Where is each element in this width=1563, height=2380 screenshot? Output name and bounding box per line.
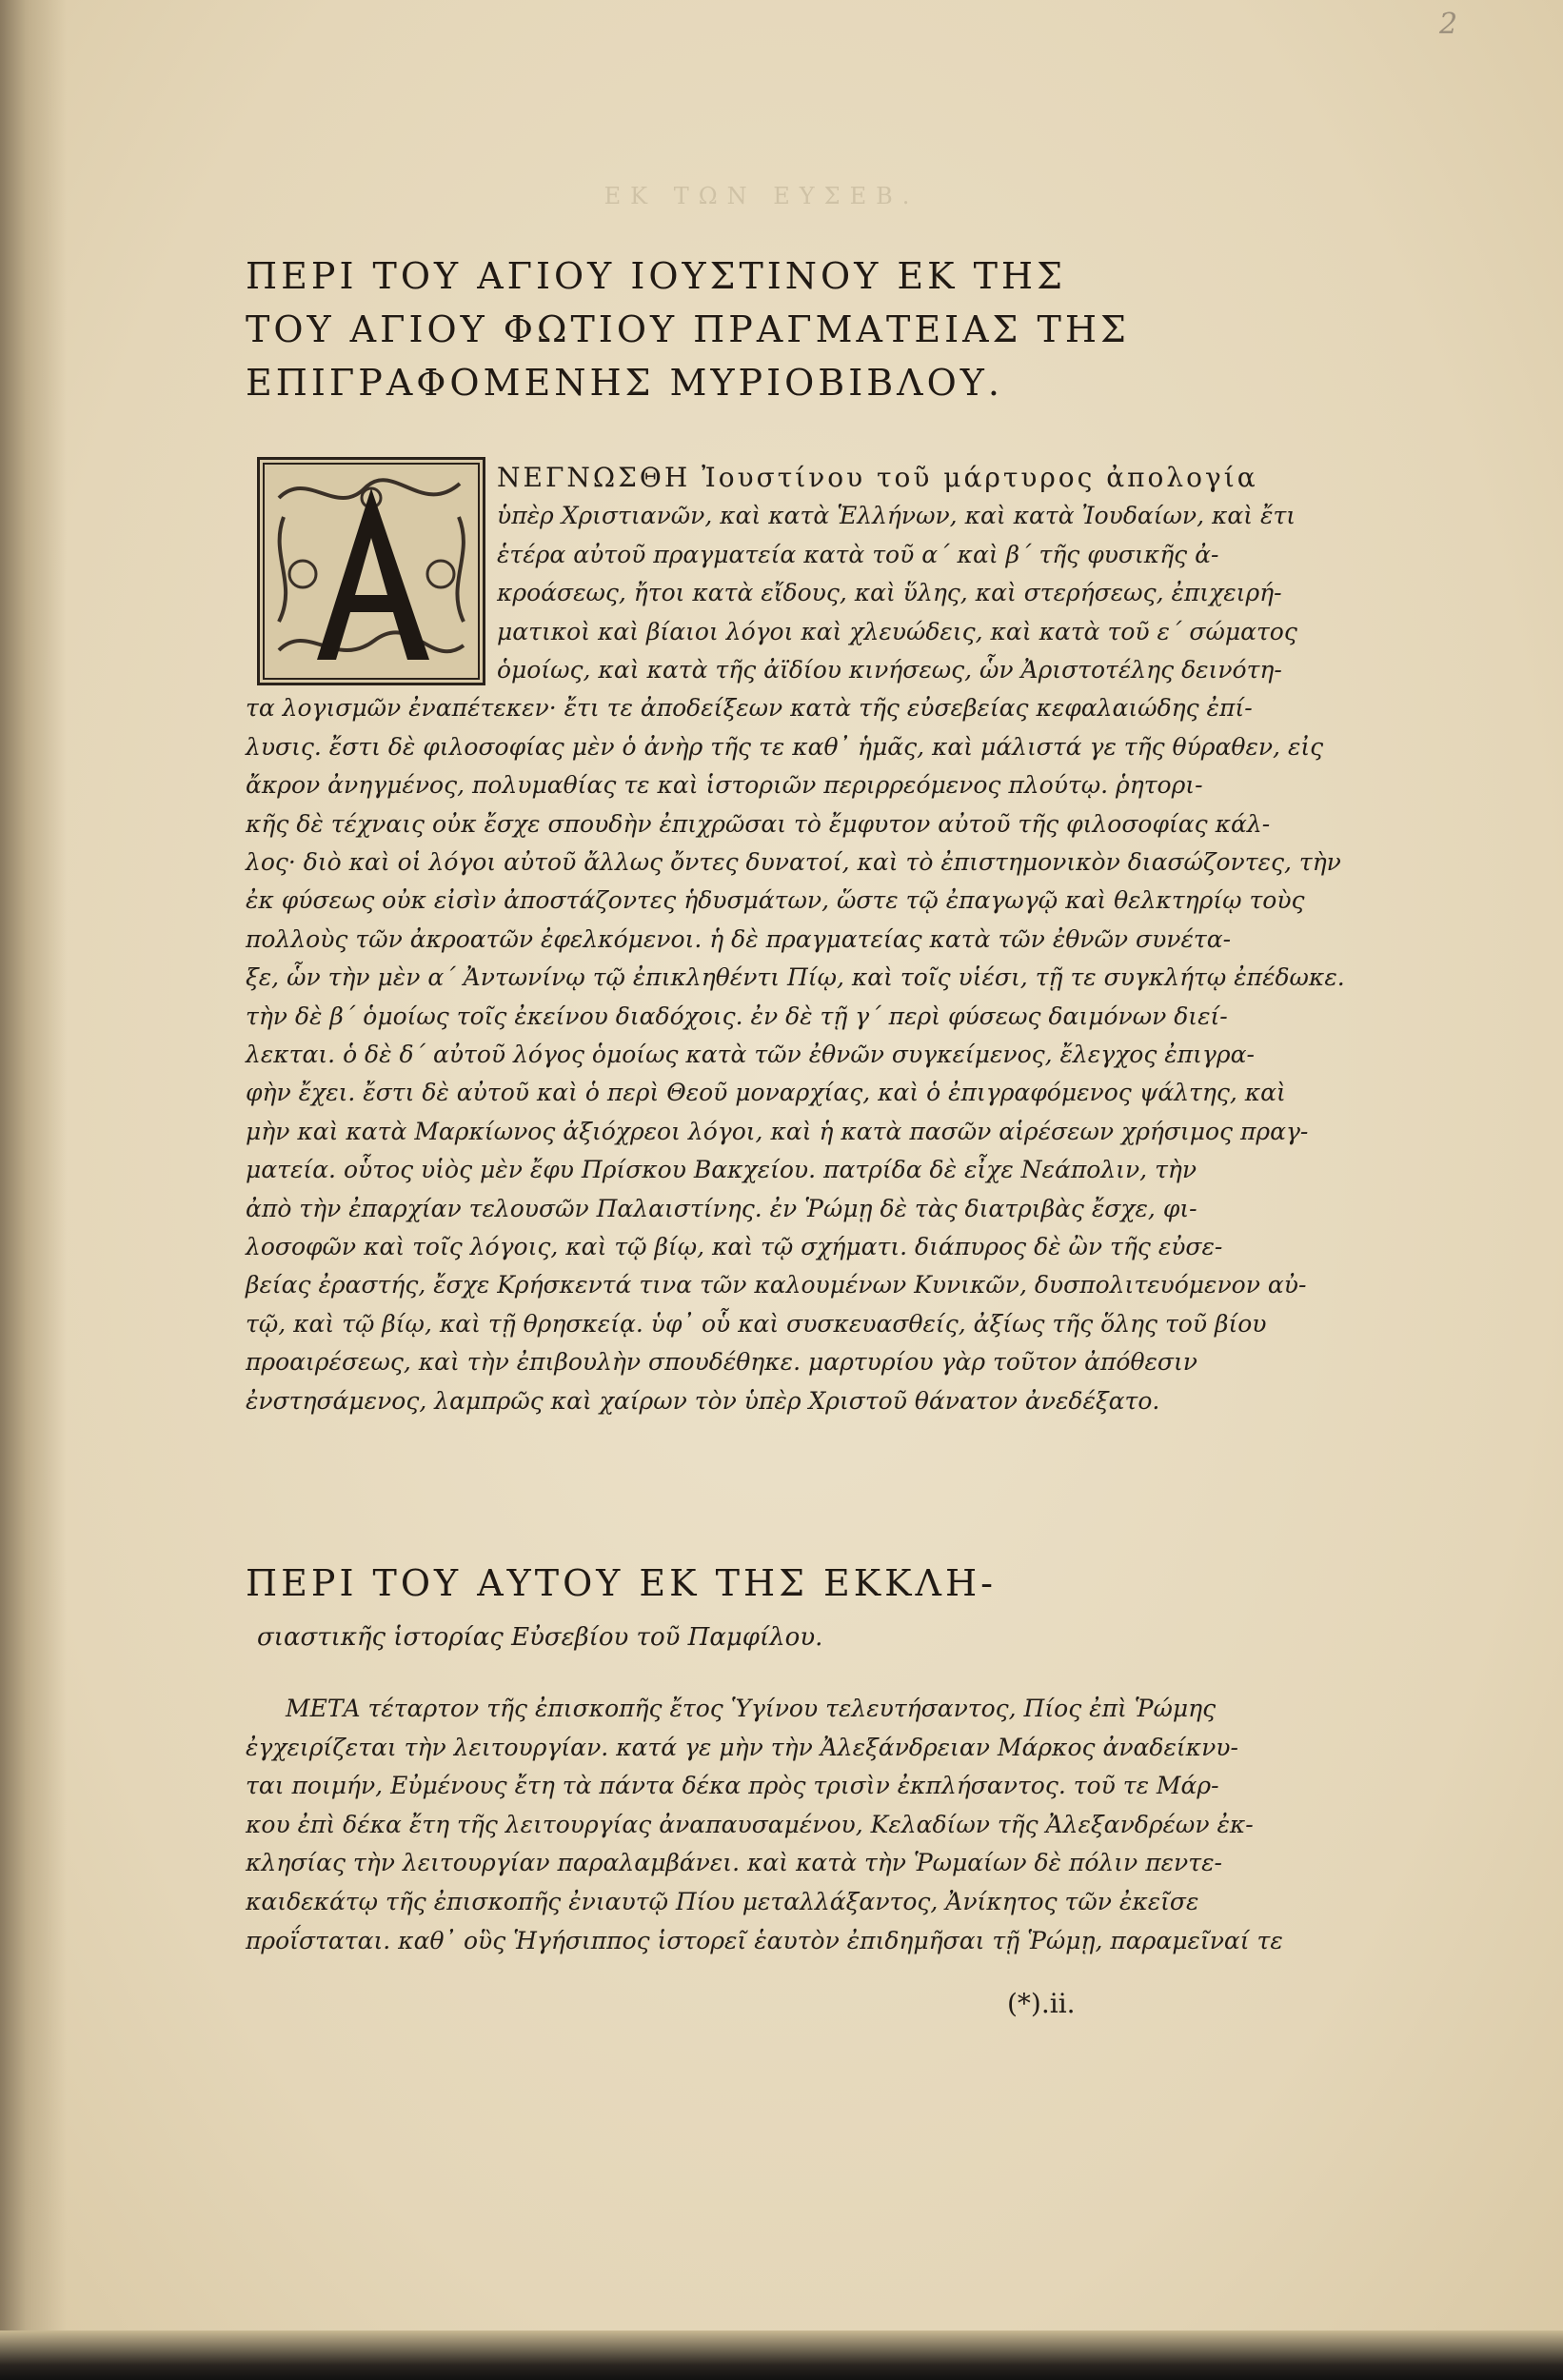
text-line: τῷ, καὶ τῷ βίῳ, καὶ τῇ θρησκείᾳ. ὑφ᾽ οὗ καὶ συσκευασθείς, ἀξίως τῆς ὅλης τοῦ βίου xyxy=(246,1309,1267,1338)
heading1-line2: ΤΟΥ ΑΓΙΟΥ ΦΩΤΙΟΥ ΠΡΑΓΜΑΤΕΙΑΣ ΤΗΣ xyxy=(246,308,1130,350)
text-line: ὑπὲρ Χριστιανῶν, καὶ κατὰ Ἑλλήνων, καὶ κατὰ Ἰουδαίων, καὶ ἔτι xyxy=(497,502,1296,530)
ornament-icon xyxy=(260,460,483,683)
text-line: λος· διὸ καὶ οἱ λόγοι αὐτοῦ ἄλλως ὄντες δυνατοί, καὶ τὸ ἐπιστημονικὸν διασώζοντες, τὴν xyxy=(246,848,1341,876)
text-line: πολλοὺς τῶν ἀκροατῶν ἐφελκόμενοι. ἡ δὲ πραγματείας κατὰ τῶν ἐθνῶν συνέτα- xyxy=(246,924,1232,953)
heading1-line1: ΠΕΡΙ ΤΟΥ ΑΓΙΟΥ ΙΟΥΣΤΙΝΟΥ ΕΚ ΤΗΣ xyxy=(246,255,1066,297)
running-head: ΕΚ ΤΩΝ ΕΥΣΕΒ. xyxy=(603,183,920,209)
heading2-line1: ΠΕΡΙ ΤΟΥ ΑΥΤΟΥ ΕΚ ΤΗΣ ΕΚΚΛΗ- xyxy=(246,1562,997,1604)
text-line: μὴν καὶ κατὰ Μαρκίωνος ἀξιόχρεοι λόγοι, καὶ ἡ κατὰ πασῶν αἱρέσεων χρήσιμος πραγ- xyxy=(246,1117,1309,1145)
text-line: κροάσεως, ἤτοι κατὰ εἴδους, καὶ ὕλης, καὶ στερήσεως, ἐπιχειρή- xyxy=(497,579,1282,607)
text-line: τα λογισμῶν ἐναπέτεκεν· ἔτι τε ἀποδείξεων κατὰ τῆς εὐσεβείας κεφαλαιώδης ἐπί- xyxy=(246,694,1253,723)
text-line: βείας ἐραστής, ἔσχε Κρήσκεντά τινα τῶν καλουμένων Κυνικῶν, δυσπολιτευόμενον αὐ- xyxy=(246,1271,1307,1299)
page-bottom-edge xyxy=(0,2330,1563,2380)
text-line: ἄκρον ἀνηγμένος, πολυμαθίας τε καὶ ἱστοριῶν περιρρεόμενος πλούτῳ. ῥητορι- xyxy=(246,771,1203,800)
decorated-initial-alpha xyxy=(257,457,485,685)
text-line: λοσοφῶν καὶ τοῖς λόγοις, καὶ τῷ βίῳ, καὶ τῷ σχήματι. διάπυρος δὲ ὢν τῆς εὐσε- xyxy=(246,1233,1223,1260)
text-line: τὴν δὲ β΄ ὁμοίως τοῖς ἐκείνου διαδόχοις. ἐν δὲ τῇ γ΄ περὶ φύσεως δαιμόνων διεί- xyxy=(246,1002,1228,1030)
text-line: ἐνστησάμενος, λαμπρῶς καὶ χαίρων τὸν ὑπὲρ Χριστοῦ θάνατον ἀνεδέξατο. xyxy=(246,1386,1160,1415)
text-line: ἐκ φύσεως οὐκ εἰσὶν ἀποστάζοντες ἡδυσμάτων, ὥστε τῷ ἐπαγωγῷ καὶ θελκτηρίῳ τοὺς xyxy=(246,886,1305,915)
text-line: λεκται. ὁ δὲ δ΄ αὐτοῦ λόγος ὁμοίως κατὰ τῶν ἐθνῶν συγκείμενος, ἔλεγχος ἐπιγρα- xyxy=(246,1041,1255,1068)
text-line: φὴν ἔχει. ἔστι δὲ αὐτοῦ καὶ ὁ περὶ Θεοῦ μοναρχίας, καὶ ὁ ἐπιγραφόμενος ψάλτης, καὶ xyxy=(246,1079,1286,1107)
text-line: καιδεκάτῳ τῆς ἐπισκοπῆς ἐνιαυτῷ Πίου μεταλλάξαντος, Ἀνίκητος τῶν ἐκεῖσε xyxy=(246,1888,1199,1915)
text-line: ΝΕΓΝΩΣΘΗ Ἰουστίνου τοῦ μάρτυρος ἀπολογία xyxy=(497,462,1258,493)
text-line: ἀπὸ τὴν ἐπαρχίαν τελουσῶν Παλαιστίνης. ἐν Ῥώμῃ δὲ τὰς διατριβὰς ἔσχε, φι- xyxy=(246,1194,1197,1222)
text-line: κου ἐπὶ δέκα ἔτη τῆς λειτουργίας ἀναπαυσαμένου, Κελαδίων τῆς Ἀλεξανδρέων ἐκ- xyxy=(246,1810,1254,1838)
text-line: ματεία. οὗτος υἱὸς μὲν ἔφυ Πρίσκου Βακχείου. πατρίδα δὲ εἶχε Νεάπολιν, τὴν xyxy=(246,1156,1197,1184)
heading2-line2: σιαστικῆς ἱστορίας Εὐσεβίου τοῦ Παμφίλου. xyxy=(257,1623,823,1652)
heading1-line3: ΕΠΙΓΡΑΦΟΜΕΝΗΣ ΜΥΡΙΟΒΙΒΛΟΥ. xyxy=(246,362,1003,404)
text-line: λυσις. ἔστι δὲ φιλοσοφίας μὲν ὁ ἀνὴρ τῆς τε καθ᾽ ἡμᾶς, καὶ μάλιστά γε τῆς θύραθεν, εἰς xyxy=(246,732,1324,761)
catchword: (*).ii. xyxy=(1007,1988,1076,2019)
text-line: ἐγχειρίζεται τὴν λειτουργίαν. κατά γε μὴν τὴν Ἀλεξάνδρειαν Μάρκος ἀναδείκνυ- xyxy=(246,1733,1238,1761)
text-line: ξε, ὧν τὴν μὲν α΄ Ἀντωνίνῳ τῷ ἐπικληθέντι Πίῳ, καὶ τοῖς υἱέσι, τῇ τε συγκλήτῳ ἐπέδωκε. xyxy=(246,963,1345,992)
text-line: ται ποιμήν, Εὐμένους ἔτη τὰ πάντα δέκα πρὸς τρισὶν ἐκπλήσαντος. τοῦ τε Μάρ- xyxy=(246,1772,1219,1800)
folio-number: 2 xyxy=(1439,8,1458,41)
text-line: ὁμοίως, καὶ κατὰ τῆς ἀϊδίου κινήσεως, ὧν Ἀριστοτέλης δεινότη- xyxy=(497,656,1282,684)
text-line: ΜΕΤΑ τέταρτον τῆς ἐπισκοπῆς ἔτος Ὑγίνου τελευτήσαντος, Πίος ἐπὶ Ῥώμης xyxy=(286,1695,1217,1722)
text-line: κλησίας τὴν λειτουργίαν παραλαμβάνει. καὶ κατὰ τὴν Ῥωμαίων δὲ πόλιν πεντε- xyxy=(246,1849,1222,1877)
binding-shadow xyxy=(0,0,67,2380)
text-line: ἑτέρα αὐτοῦ πραγματεία κατὰ τοῦ α΄ καὶ β΄ τῆς φυσικῆς ἀ- xyxy=(497,540,1219,568)
text-line: προαιρέσεως, καὶ τὴν ἐπιβουλὴν σπουδέθηκε. μαρτυρίου γὰρ τοῦτον ἀπόθεσιν xyxy=(246,1348,1197,1377)
text-line: ματικοὶ καὶ βίαιοι λόγοι καὶ χλευώδεις, καὶ κατὰ τοῦ ε΄ σώματος xyxy=(497,617,1297,645)
text-line: προΐσταται. καθ᾽ οὓς Ἡγήσιππος ἱστορεῖ ἑαυτὸν ἐπιδημῆσαι τῇ Ῥώμῃ, παραμεῖναί τε xyxy=(246,1926,1283,1954)
text-line: κῆς δὲ τέχναις οὐκ ἔσχε σπουδὴν ἐπιχρῶσαι τὸ ἔμφυτον αὐτοῦ τῆς φιλοσοφίας κάλ- xyxy=(246,809,1271,838)
